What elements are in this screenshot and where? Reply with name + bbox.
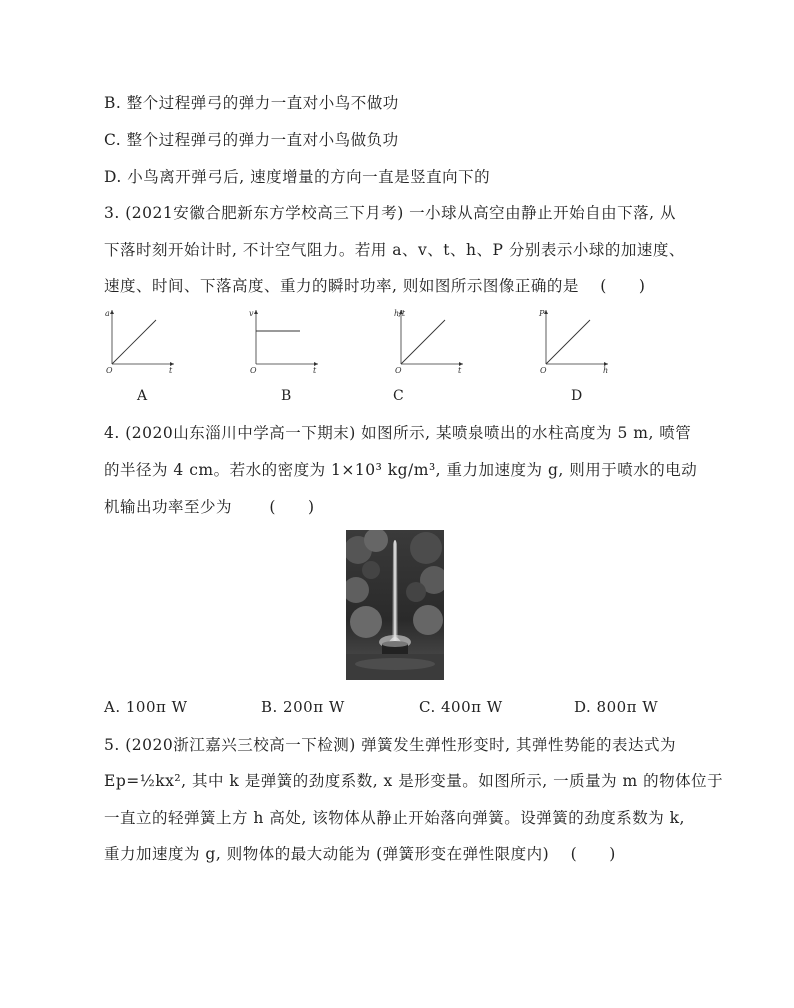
question-3-line-1: 3. (2021安徽合肥新东方学校高三下月考) 一小球从高空由静止开始自由下落, 从 (104, 204, 677, 222)
graph-b (248, 308, 328, 378)
series-line (546, 320, 590, 364)
origin-label: O (250, 366, 257, 375)
x-axis-label: t (313, 366, 317, 375)
origin-label: O (395, 366, 402, 375)
y-arrow (544, 310, 548, 314)
origin-label: O (106, 366, 113, 375)
choice-c: C. 400π W (419, 698, 503, 716)
question-3-line-3: 速度、时间、下落高度、重力的瞬时功率, 则如图所示图像正确的是 ( ) (104, 277, 646, 295)
question-3-line-2: 下落时刻开始计时, 不计空气阻力。若用 a、v、t、h、P 分别表示小球的加速度、 (104, 241, 685, 259)
graph-c (393, 308, 473, 378)
series-line (112, 320, 156, 364)
option-b-q2: B. 整个过程弹弓的弹力一直对小鸟不做功 (104, 94, 399, 112)
graph-d (538, 308, 618, 378)
x-axis-label: t (169, 366, 173, 375)
graph-a (104, 308, 184, 378)
option-d-q2: D. 小鸟离开弹弓后, 速度增量的方向一直是竖直向下的 (104, 168, 491, 186)
y-arrow (110, 310, 114, 314)
question-4-line-1: 4. (2020山东淄川中学高一下期末) 如图所示, 某喷泉喷出的水柱高度为 5 m, 喷管 (104, 424, 692, 442)
x-axis-label: h (603, 366, 609, 375)
question-4-line-3: 机输出功率至少为 ( ) (104, 498, 315, 516)
question-5-line-3: 一直立的轻弹簧上方 h 高处, 该物体从静止开始落向弹簧。设弹簧的劲度系数为 k, (104, 809, 685, 827)
option-c-q2: C. 整个过程弹弓的弹力一直对小鸟做负功 (104, 131, 399, 149)
y-axis-label: h/t (394, 309, 406, 318)
graph-b-caption: B (281, 388, 292, 404)
y-arrow (254, 310, 258, 314)
graph-d-caption: D (571, 388, 583, 404)
question-4-line-2: 的半径为 4 cm。若水的密度为 1×10³ kg/m³, 重力加速度为 g, 则用于喷水的电动 (104, 461, 698, 479)
x-axis-label: t (458, 366, 462, 375)
graph-a-caption: A (137, 388, 148, 404)
question-5-line-4: 重力加速度为 g, 则物体的最大动能为 (弹簧形变在弹性限度内) ( ) (104, 845, 616, 863)
choice-a: A. 100π W (104, 698, 188, 716)
choice-d: D. 800π W (574, 698, 659, 716)
question-5-line-1: 5. (2020浙江嘉兴三校高一下检测) 弹簧发生弹性形变时, 其弹性势能的表达式为 (104, 736, 677, 754)
graph-c-caption: C (393, 388, 404, 404)
fountain-photo (346, 530, 444, 680)
origin-label: O (540, 366, 547, 375)
series-line (401, 320, 445, 364)
y-axis-label: P (539, 309, 545, 318)
choice-b: B. 200π W (261, 698, 345, 716)
y-axis-label: v (249, 309, 254, 318)
y-axis-label: a (105, 309, 110, 318)
question-5-line-2: Ep=½kx², 其中 k 是弹簧的劲度系数, x 是形变量。如图所示, 一质量为 m 的物体位于 (104, 772, 724, 790)
